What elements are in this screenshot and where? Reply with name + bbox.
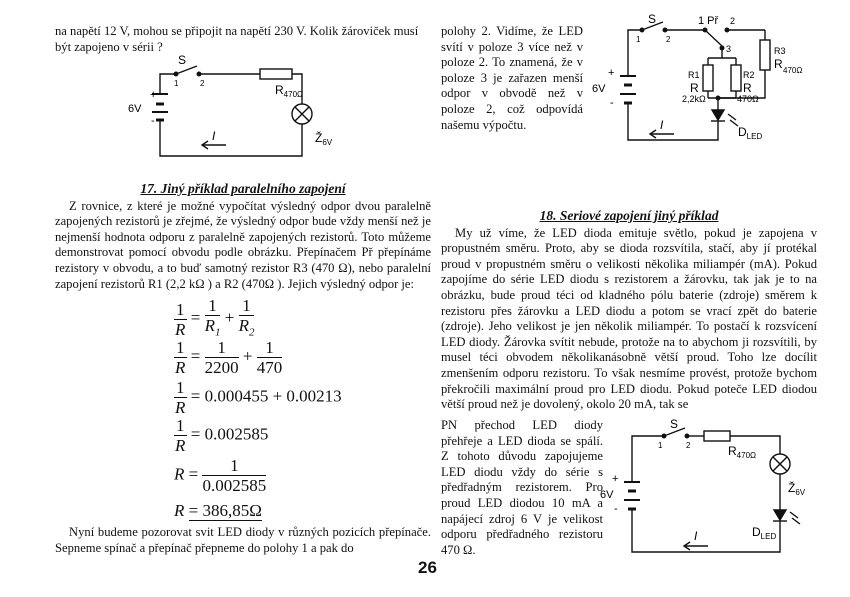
resistance-equations	[174, 296, 374, 526]
circuit1-switch-label: S	[178, 53, 187, 67]
eq2-b-denominator: 470	[256, 358, 283, 377]
circuit3-led-sub: LED	[760, 532, 777, 541]
eq3-numerator: 1	[176, 378, 185, 397]
circuit3-switch-label: S	[670, 418, 679, 431]
circuit1-node-1: 1	[174, 79, 179, 88]
circuit3-battery-label: 6V	[600, 489, 614, 501]
circuit1-lamp-label	[315, 130, 333, 147]
section-18-paragraph: My už víme, že LED dioda emituje světlo, pokud je zapojena v propustném směru. Proto, aby se dioda rozsvítila, stačí, aby jí protékal proud v propustném směru o velikosti několika miliampér (mA). Pokud zapojíme do série LED diodu s rezistorem a žárovku, tak jak je to na obrázku, bude proud téci od kladného pólu baterie (zdroje) směrem k rezistoru přes žárovku a LED diodu a potom se vrací zpět do baterie (zdroje). Jeho velikost je jen několik miliampér. To postačí k rozsvícení LED diody. Žárovka svítit nebude, protože na to abychom ji rozsvítili, by musel téci obvodem několikanásobně větší proud. Toho lze docílit zmenšením odporu rezistoru. To však nesmíme provést, protože bychom překročili maximální proud pro LED diodu. Pokud poteče LED diodou větší proud než je dovolený, okolo 20 mA, tak se	[441, 225, 817, 412]
eq1-r2-letter: R	[238, 316, 249, 335]
section-17-title: 17. Jiný příklad paralelního zapojení	[140, 181, 346, 196]
circuit1-resistor-label	[275, 83, 303, 99]
right-top-text	[441, 24, 583, 133]
circuit2-selector-label: 1 Př	[698, 15, 719, 27]
eq2-plus: +	[242, 346, 253, 366]
circuit3-led-label	[752, 525, 776, 541]
eq1-r2-index: 2	[248, 326, 255, 339]
eq1-r1-numerator: 1	[205, 296, 221, 316]
section-17-paragraph: Z rovnice, z které je možné vypočítat výsledný odpor dvou paralelně zapojených rezistorů je zřejmé, že výsledný odpor bude vždy menší než je nejmenší hodnota odporu z paralelně zapojených rezistorů. Toto můžeme demonstrovat pomocí obvodu podle obrázku. Přepínačem Př přepínáme rezistory v obvodu, a to buď samotný rezistor R3 (470 Ω), nebo paralelní zapojení rezistorů R1 (2,2 kΩ ) a R2 (470Ω ). Jejich výsledný odpor je:	[55, 198, 431, 291]
circuit3-led-letter: D	[752, 525, 761, 539]
circuit2-node-1: 1	[636, 35, 641, 44]
circuit3-minus-sign: -	[614, 503, 618, 515]
equation-result	[174, 416, 268, 455]
eq2-a-numerator: 1	[205, 338, 239, 358]
eq5-lhs: R	[174, 464, 185, 484]
circuit2-r1-label: R1	[688, 70, 700, 80]
circuit2-r3-label: R3	[774, 46, 786, 56]
circuit3-lamp-letter: Ž	[788, 481, 796, 495]
eq1-plus: +	[224, 308, 235, 328]
eq5-numerator: 1	[202, 456, 266, 476]
eq3-rhs: = 0.000455 + 0.00213	[190, 386, 342, 406]
circuit1-current-label: I	[212, 129, 216, 143]
equation-final	[174, 501, 262, 521]
circuit3-node-1: 1	[658, 441, 663, 450]
closing-text	[55, 525, 431, 556]
circuit2-position-3: 3	[726, 44, 732, 54]
eq1-denominator: R	[175, 319, 186, 339]
circuit2-r3-value: 470Ω	[783, 66, 803, 75]
eq2-numerator: 1	[176, 338, 185, 357]
eq4-numerator: 1	[176, 416, 185, 435]
circuit3-node-2: 2	[686, 441, 691, 450]
equation-values	[174, 338, 282, 377]
circuit2-plus-sign: +	[608, 67, 615, 79]
equation-inverse	[174, 456, 266, 495]
circuit3-lamp-value: 6V	[795, 488, 806, 497]
circuit1-resistor-value: 470Ω	[283, 90, 303, 99]
intro-line-2: být zapojeno v sérii ?	[55, 39, 163, 54]
circuit2-r2-letter: R	[743, 81, 752, 95]
circuit2-battery-label: 6V	[592, 83, 606, 95]
circuit2-r1-value: 2,2kΩ	[682, 94, 706, 104]
eq1-r2-numerator: 1	[239, 296, 255, 316]
circuit2-r2-label: R2	[743, 70, 755, 80]
circuit1-plus-sign: +	[150, 89, 157, 101]
closing-paragraph: Nyní budeme pozorovat svit LED diody v různých pozicích přepínače. Sepneme spínač a přepínač přepneme do polohy 1 a pak do	[55, 525, 431, 555]
eq3-denominator: R	[175, 398, 186, 417]
section-17	[55, 181, 431, 292]
series-lamp-circuit-diagram	[110, 52, 360, 162]
intro-line-1: na napětí 12 V, mohou se připojit na napětí 230 V. Kolik žároviček musí	[55, 24, 419, 38]
circuit2-led-sub: LED	[746, 132, 763, 141]
right-top-paragraph: polohy 2. Vidíme, že LED svítí v poloze 3 více než v poloze 2. To znamená, že v poloze 3 je zařazen menší odpor v obvodě než v poloze 2, což odpovídá našemu výpočtu.	[441, 24, 583, 132]
circuit3-resistor-label	[728, 444, 756, 460]
eq4-rhs: = 0.002585	[190, 424, 269, 444]
circuit2-r2-value: 470Ω	[737, 94, 759, 104]
equation-sum	[174, 378, 342, 417]
circuit2-r3-letter: R	[774, 57, 783, 71]
circuit1-resistor-letter: R	[275, 83, 284, 97]
circuit2-position-2: 2	[730, 16, 736, 26]
circuit1-battery-label: 6V	[128, 103, 142, 115]
eq2-denominator: R	[175, 358, 186, 377]
section-18	[441, 208, 817, 413]
eq1-r1-letter: R	[204, 316, 215, 335]
circuit2-switch-label: S	[648, 12, 657, 26]
eq4-denominator: R	[175, 436, 186, 455]
circuit1-lamp-letter: Ž	[315, 131, 323, 145]
circuit2-minus-sign: -	[610, 97, 614, 109]
circuit3-resistor-letter: R	[728, 444, 737, 458]
eq1-equals: =	[190, 308, 201, 328]
eq5-denominator: 0.002585	[202, 476, 267, 495]
eq5-equals: =	[188, 464, 199, 484]
circuit2-led-label	[738, 125, 762, 141]
eq2-equals: =	[190, 346, 201, 366]
eq2-a-denominator: 2200	[204, 358, 239, 377]
intro-text	[55, 24, 425, 55]
bottom-right-paragraph: PN přechod LED diody přehřeje a LED dioda se spálí. Z tohoto důvodu zapojujeme LED diodu vždy do série s předřadným rezistorem. Pro proud LED diodou 10 mA a napájecí zdroj 6 V je velikost odporu předřadného rezistoru 470 Ω.	[441, 418, 603, 557]
parallel-led-circuit-diagram	[590, 10, 835, 145]
eq1-numerator: 1	[176, 299, 185, 319]
circuit2-current-label: I	[660, 118, 664, 132]
circuit3-current-label: I	[694, 529, 698, 543]
circuit1-lamp-value: 6V	[322, 138, 333, 147]
eq2-b-numerator: 1	[257, 338, 283, 358]
circuit3-resistor-value: 470Ω	[736, 451, 756, 460]
equation-general	[174, 296, 254, 342]
circuit1-minus-sign: -	[151, 115, 155, 127]
circuit2-r1-letter: R	[690, 81, 699, 95]
eq6-rhs: = 386,85Ω	[188, 501, 262, 520]
section-18-title: 18. Seriové zapojení jiný příklad	[539, 208, 719, 223]
bottom-right-text	[441, 418, 603, 558]
circuit1-node-2: 2	[200, 79, 205, 88]
series-led-circuit-diagram	[600, 418, 835, 558]
circuit3-plus-sign: +	[612, 473, 619, 485]
circuit3-lamp-label	[788, 480, 806, 497]
page-number: 26	[418, 558, 437, 577]
circuit2-node-2: 2	[666, 35, 671, 44]
eq6-lhs: R	[174, 501, 185, 520]
eq1-r1-index: 1	[214, 326, 221, 339]
circuit2-led-letter: D	[738, 125, 747, 139]
